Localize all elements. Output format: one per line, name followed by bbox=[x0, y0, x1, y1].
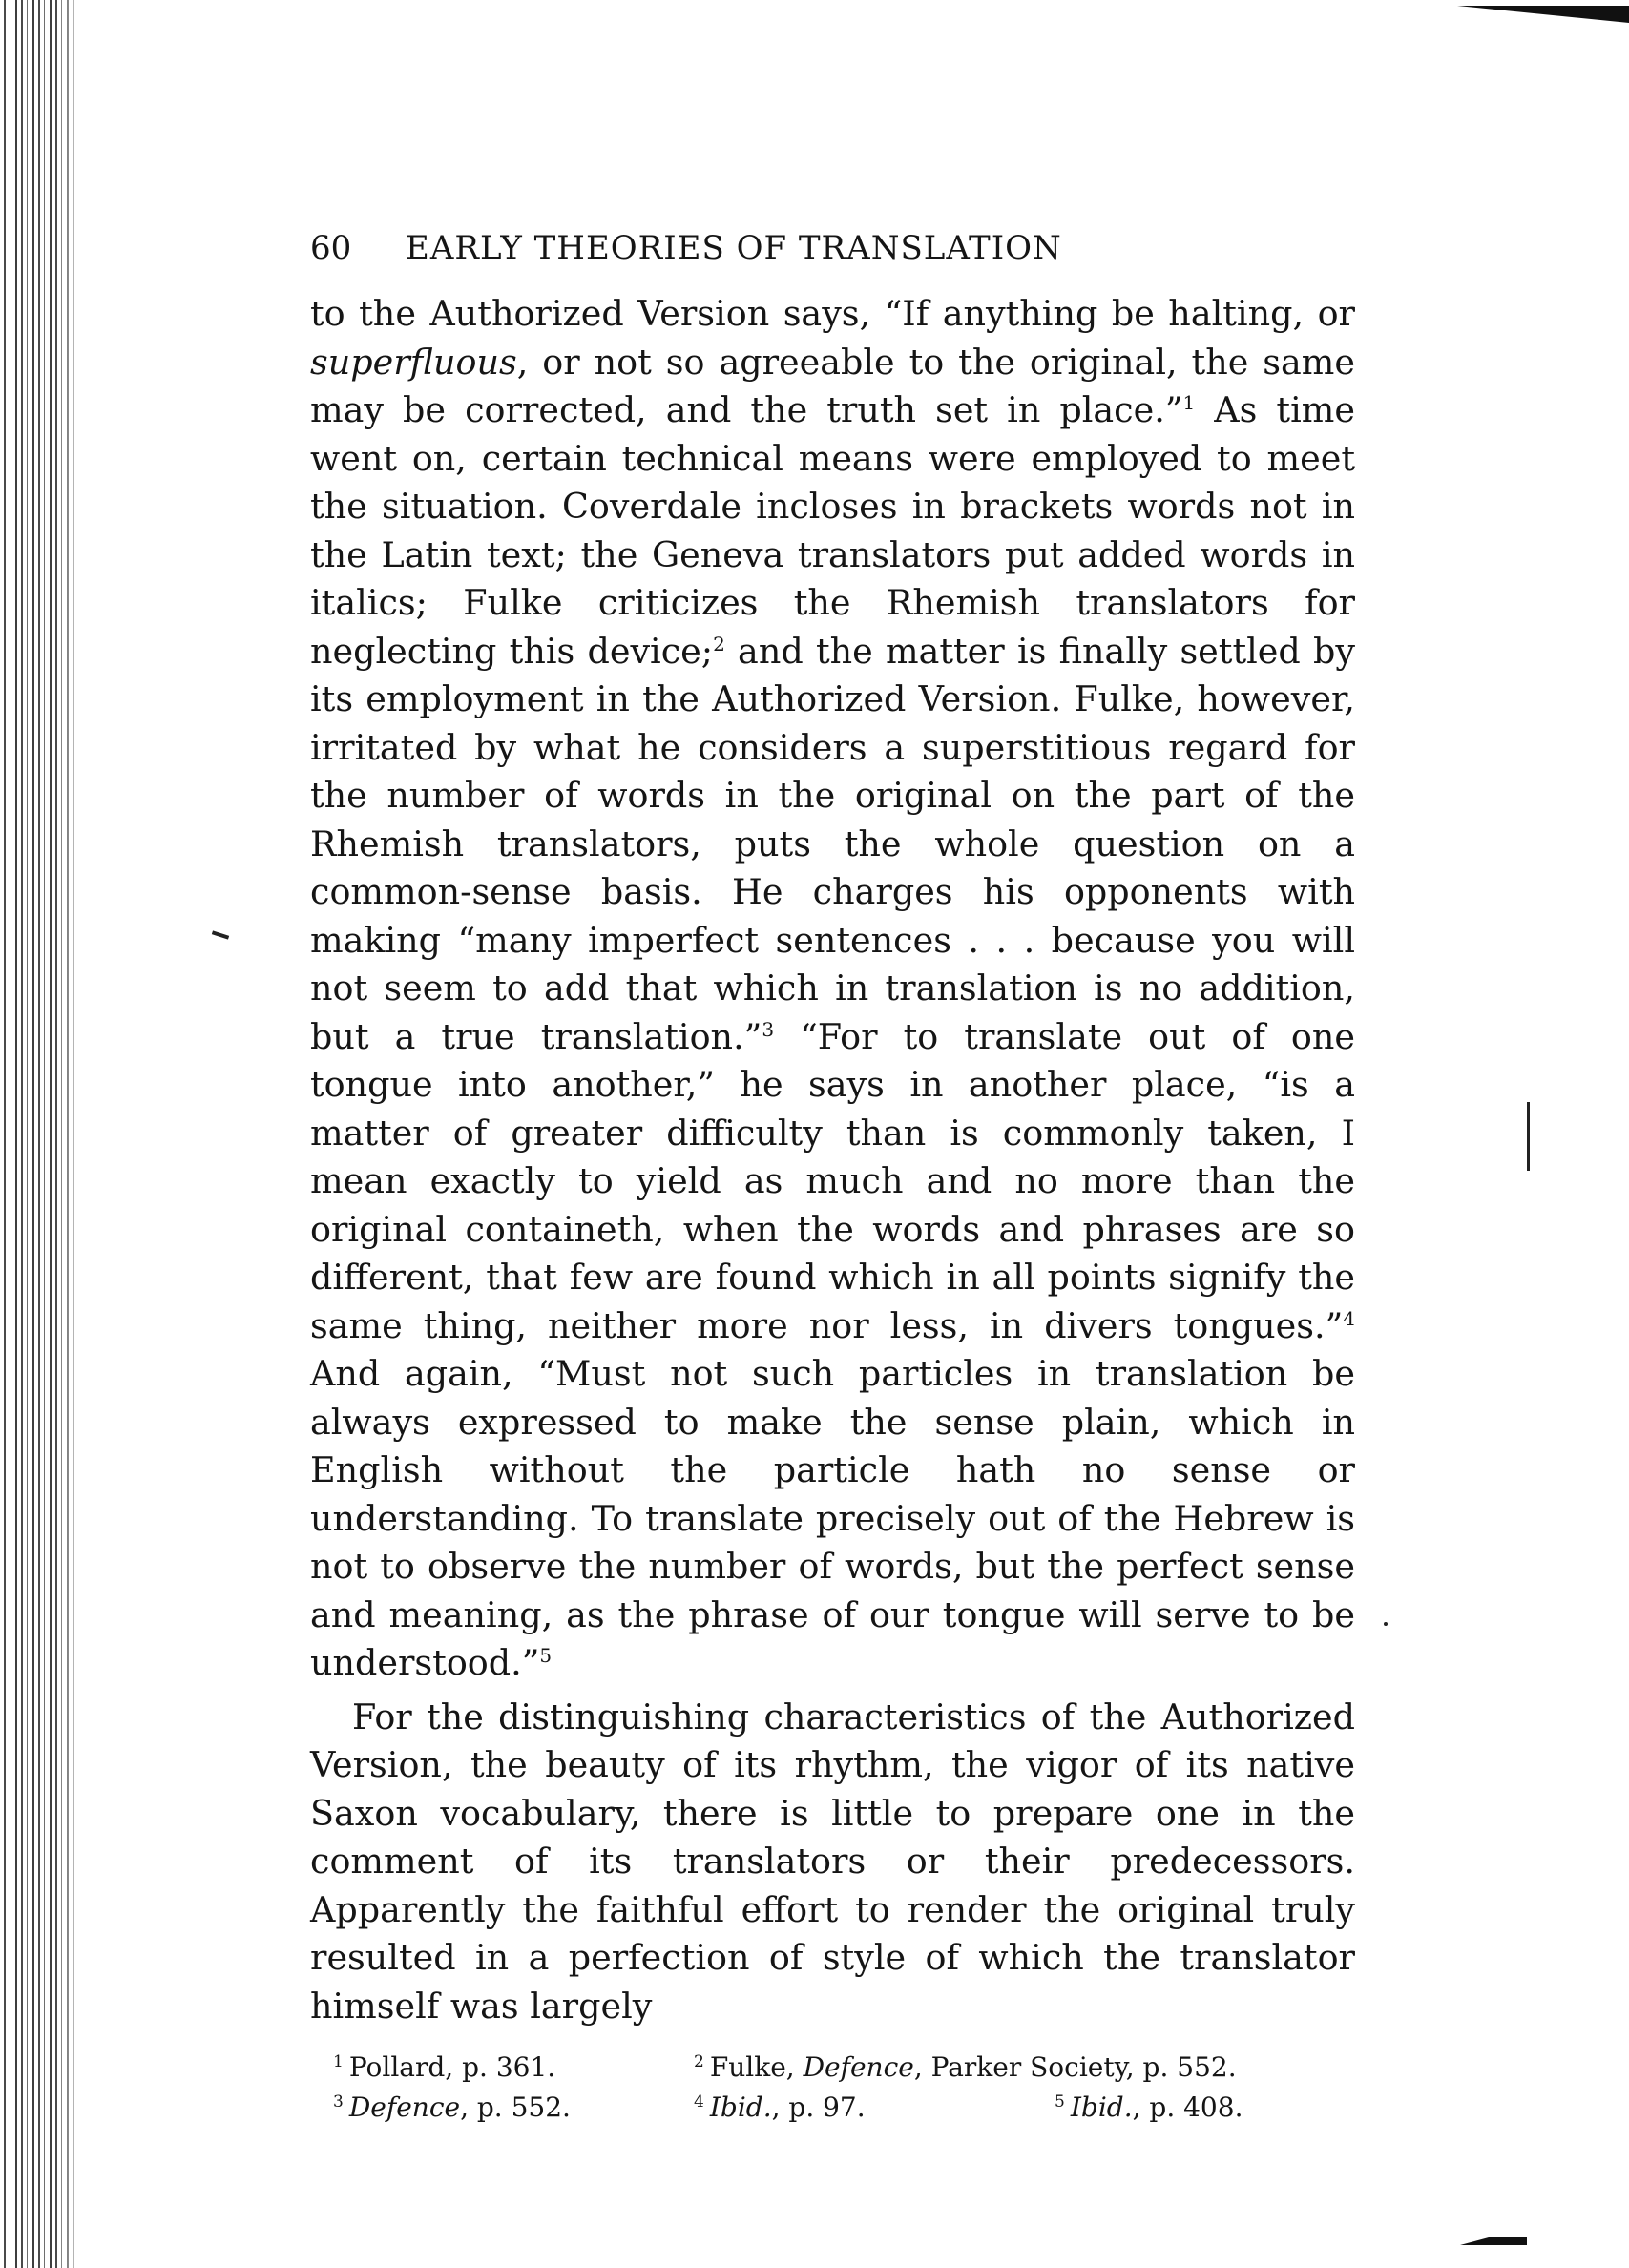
footnote-ref-3: 3 bbox=[762, 1017, 775, 1041]
footnote-1 bbox=[310, 2048, 694, 2088]
running-head bbox=[310, 229, 1355, 277]
margin-dot-mark bbox=[1384, 1622, 1388, 1626]
scan-bottom-mark bbox=[1460, 2237, 1527, 2245]
margin-vertical-mark bbox=[1527, 1102, 1530, 1171]
footnote-ref-1: 1 bbox=[1182, 390, 1196, 414]
footnote-row bbox=[310, 2088, 1355, 2128]
footnote-ref-2: 2 bbox=[713, 632, 725, 655]
footnote-ref-5: 5 bbox=[539, 1643, 553, 1667]
text-run: , or not so agreeable to the original, the same may be corrected, and the truth set in place.” bbox=[310, 341, 1355, 430]
footnote-text: Pollard, p. 361. bbox=[348, 2051, 556, 2083]
footnote-2 bbox=[694, 2048, 1237, 2088]
footnotes bbox=[310, 2048, 1355, 2128]
footnote-text: , p. 552. bbox=[460, 2091, 571, 2123]
footnote-number: 5 bbox=[1055, 2091, 1065, 2112]
paragraph-2: For the distinguishing characteristics of the Authorized Version, the beauty of its rhythm, the vigor of its native Saxon vocabulary, there is little to prepare one in the comment of its translators or their predecessors. Apparently the faithful effort to render the original truly resulted in a perfection of style of which the translator himself was largely bbox=[310, 1696, 1355, 2027]
text-run: and the matter is finally settled by its employment in the Authorized Version. Fulke, however, irritated by what he considers a superstitious regard for the number of words in the original on the part of the Rhemish translators, puts the whole question on a common-sense basis. He charges his opponents with making “many imperfect sentences . . . because you will not seem to add that which in translation is no addition, but a true translation.” bbox=[310, 630, 1355, 1057]
margin-pencil-mark bbox=[212, 930, 229, 939]
footnote-row bbox=[310, 2048, 1355, 2088]
footnote-number: 1 bbox=[333, 2051, 344, 2071]
footnote-number: 2 bbox=[694, 2051, 704, 2071]
footnote-number: 4 bbox=[694, 2091, 704, 2112]
footnote-5 bbox=[1055, 2088, 1355, 2128]
text-run: As time went on, certain technical means were employed to meet the situation. Coverdale incloses in brackets words not in the Latin text; the Geneva translators put added words in italics; Fulke criticizes the Rhemish translators for neglecting this device; bbox=[310, 389, 1355, 672]
scan-corner-mark bbox=[1457, 6, 1629, 61]
text-run: “For to translate out of one tongue into another,” he says in another place, “is a matter of greater difficulty than is commonly taken, I mean exactly to yield as much and no more than the original containeth, when the words and phrases are so different, that few are found which in all points signify the same thing, neither more nor less, in divers tongues.” bbox=[310, 1015, 1355, 1346]
footnote-italic: Defence bbox=[348, 2091, 461, 2123]
paragraph-1 bbox=[310, 290, 1355, 1688]
page-number: 60 bbox=[310, 229, 352, 267]
book-page bbox=[310, 229, 1355, 2128]
italic-run: superfluous bbox=[310, 341, 517, 383]
body-text bbox=[310, 290, 1355, 2030]
footnote-ref-4: 4 bbox=[1343, 1306, 1355, 1330]
footnote-4 bbox=[694, 2088, 1055, 2128]
footnote-italic: Ibid. bbox=[1070, 2091, 1133, 2123]
footnote-italic: Defence bbox=[803, 2051, 914, 2083]
footnote-text: , p. 408. bbox=[1132, 2091, 1243, 2123]
footnote-italic: Ibid. bbox=[709, 2091, 772, 2123]
running-title: EARLY THEORIES OF TRANSLATION bbox=[406, 229, 1062, 267]
text-run: to the Authorized Version says, “If anything be halting, or bbox=[310, 293, 1355, 334]
footnote-text: , Parker Society, p. 552. bbox=[913, 2051, 1237, 2083]
text-run: And again, “Must not such particles in translation be always expressed to make the sense plain, which in English without the particle hath no sense or understanding. To translate precisely out of the Hebrew is not to observe the number of words, but the perfect sense and meaning, as the phrase of our tongue will serve to be understood.” bbox=[310, 1353, 1355, 1683]
footnote-3 bbox=[310, 2088, 694, 2128]
binding-shadow bbox=[57, 0, 86, 2268]
footnote-text: , p. 97. bbox=[771, 2091, 866, 2123]
footnote-text: Fulke, bbox=[709, 2051, 804, 2083]
footnote-number: 3 bbox=[333, 2091, 344, 2112]
